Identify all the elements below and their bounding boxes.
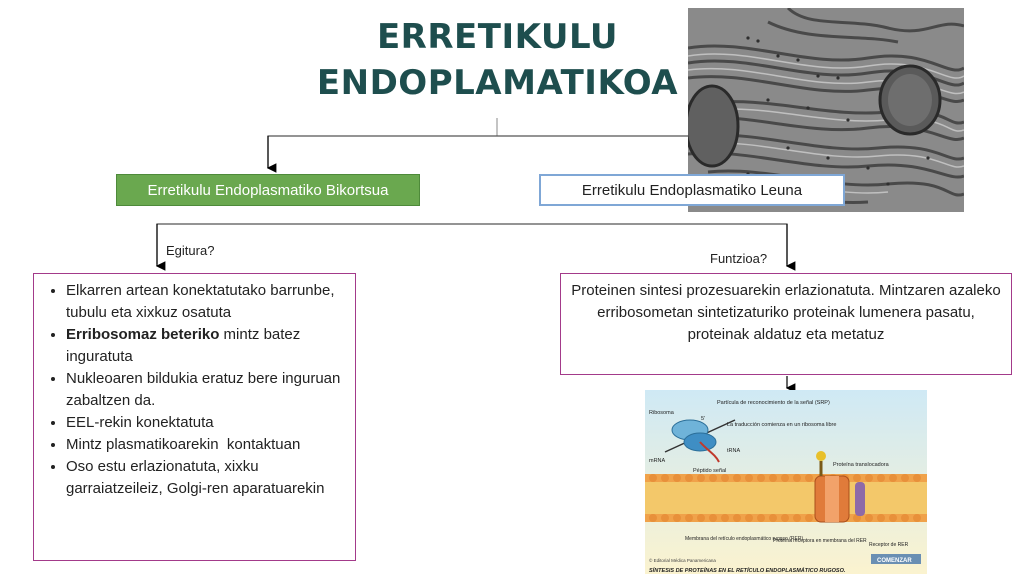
structure-question: Egitura? (166, 243, 215, 258)
structure-list (44, 280, 347, 500)
page-title: ERRETIKULU ENDOPLAMATIKOA (316, 17, 679, 103)
structure-box (33, 273, 356, 561)
label-signal-peptide: Péptido señal (693, 468, 727, 474)
label-mrna: mRNA (649, 458, 666, 464)
label-receptor: Proteína receptora en membrana del RER (773, 538, 867, 544)
figure-caption: SÍNTESIS DE PROTEÍNAS EN EL RETÍCULO ENDOPLASMÁTICO RUGOSO. (649, 568, 846, 574)
function-question: Funtzioa? (710, 251, 768, 266)
rer-label: Erretikulu Endoplasmatiko Bikortsua (116, 174, 420, 206)
label-srp: Partícula de reconocimiento de la señal (SRP) (717, 400, 830, 406)
rel-label: Erretikulu Endoplasmatiko Leuna (539, 174, 845, 206)
protein-synthesis-figure (645, 390, 927, 574)
label-trna: tRNA (727, 448, 741, 454)
function-box (560, 273, 1012, 375)
label-membrane: Membrana del retículo endoplasmático rugoso (RER) (685, 536, 804, 542)
structure-item: • Oso estu erlazionatuta, xixku garraiatzeileiz, Golgi-ren aparatuarekin (66, 456, 347, 500)
label-ribosome: Ribosoma (649, 410, 674, 416)
label-5prime: 5' (701, 416, 706, 422)
structure-item: • Elkarren artean konektatutako barrunbe, tubulu eta xixkuz osatuta (66, 280, 347, 324)
structure-item-bold: Erribosomaz beteriko (66, 326, 220, 343)
label-copyright: © Editorial Médica Panamericana (649, 558, 716, 563)
start-button-label: COMENZAR (877, 558, 912, 564)
structure-item: • Nukleoaren bildukia eratuz bere inguruan zabaltzen da. (66, 368, 347, 412)
label-translation: La traducción comienza en un ribosoma libre (727, 422, 837, 428)
structure-item: • EEL-rekin konektatuta (66, 412, 347, 434)
structure-item: • Erribosomaz beteriko mintz batez inguratuta (66, 324, 347, 368)
label-translocator: Proteína translocadora (833, 462, 889, 468)
label-rer-receptor: Receptor de RER (869, 542, 909, 548)
function-text: Proteinen sintesi prozesuarekin erlazionatuta. Mintzaren azaleko erribosometan sintetizaturiko proteinak lumenera pasatu, proteinak aldatuz eta metatuz (571, 282, 1001, 343)
structure-item: • Mintz plasmatikoarekin kontaktuan (66, 434, 347, 456)
